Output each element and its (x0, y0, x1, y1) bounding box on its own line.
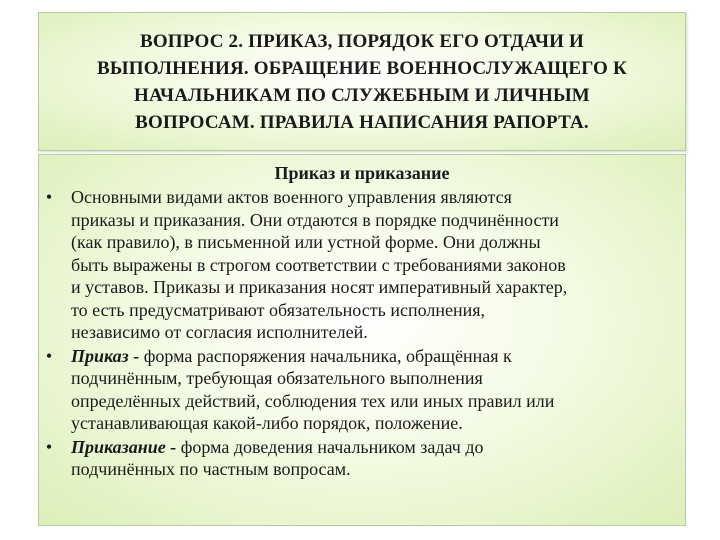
bullet-1-line-5: и уставов. Приказы и приказания носят императивный характер, (71, 277, 568, 297)
title-line-3: НАЧАЛЬНИКАМ ПО СЛУЖЕБНЫМ И ЛИЧНЫМ (134, 84, 590, 106)
bullet-1-line-6: то есть предусматривают обязательность исполнения, (71, 299, 485, 320)
title-box (38, 12, 686, 151)
section-subtitle: Приказ и приказание (274, 163, 450, 183)
bullet-3-line-1: форма доведения начальником задач до (176, 436, 484, 457)
term-prikaz: Приказ - (71, 345, 140, 366)
bullet-2-line-3: определённых действий, соблюдения тех или иных правил или (71, 390, 555, 411)
title-line-1: ВОПРОС 2. ПРИКАЗ, ПОРЯДОК ЕГО ОТДАЧИ И (139, 30, 585, 52)
bullet-2-line-2: подчинённым, требующая обязательного выполнения (71, 368, 483, 388)
title-line-4: ВОПРОСАМ. ПРАВИЛА НАПИСАНИЯ РАПОРТА. (135, 111, 589, 133)
bullet-2-line-1: форма распоряжения начальника, обращённая к (139, 345, 512, 366)
bullet-1-line-3: (как правило), в письменной или устной форме. Они должны (71, 232, 541, 252)
bullet-1-line-2: приказы и приказания. Они отдаются в порядке подчинённости (71, 209, 559, 230)
bullet-item-2 (39, 345, 685, 435)
bullet-list (39, 186, 685, 482)
term-prikazanie: Приказание - (71, 436, 177, 457)
title-line-2: ВЫПОЛНЕНИЯ. ОБРАЩЕНИЕ ВОЕННОСЛУЖАЩЕГО К (97, 57, 627, 79)
bullet-2-line-4: устанавливающая какой-либо порядок, положение. (71, 413, 463, 433)
bullet-marker: • (45, 187, 53, 207)
bullet-1-line-1: Основными видами актов военного управления являются (71, 187, 512, 207)
bullet-3-line-2: подчинённых по частным вопросам. (71, 459, 351, 479)
bullet-1-line-7: независимо от согласия исполнителей. (71, 322, 368, 342)
content-box (38, 154, 686, 526)
bullet-1-line-4: быть выражены в строгом соответствии с требованиями законов (71, 254, 566, 275)
bullet-item-1 (39, 186, 685, 344)
slide-title (87, 28, 637, 136)
bullet-item-3 (39, 436, 685, 481)
bullet-marker: • (45, 345, 53, 366)
bullet-marker: • (45, 436, 53, 457)
